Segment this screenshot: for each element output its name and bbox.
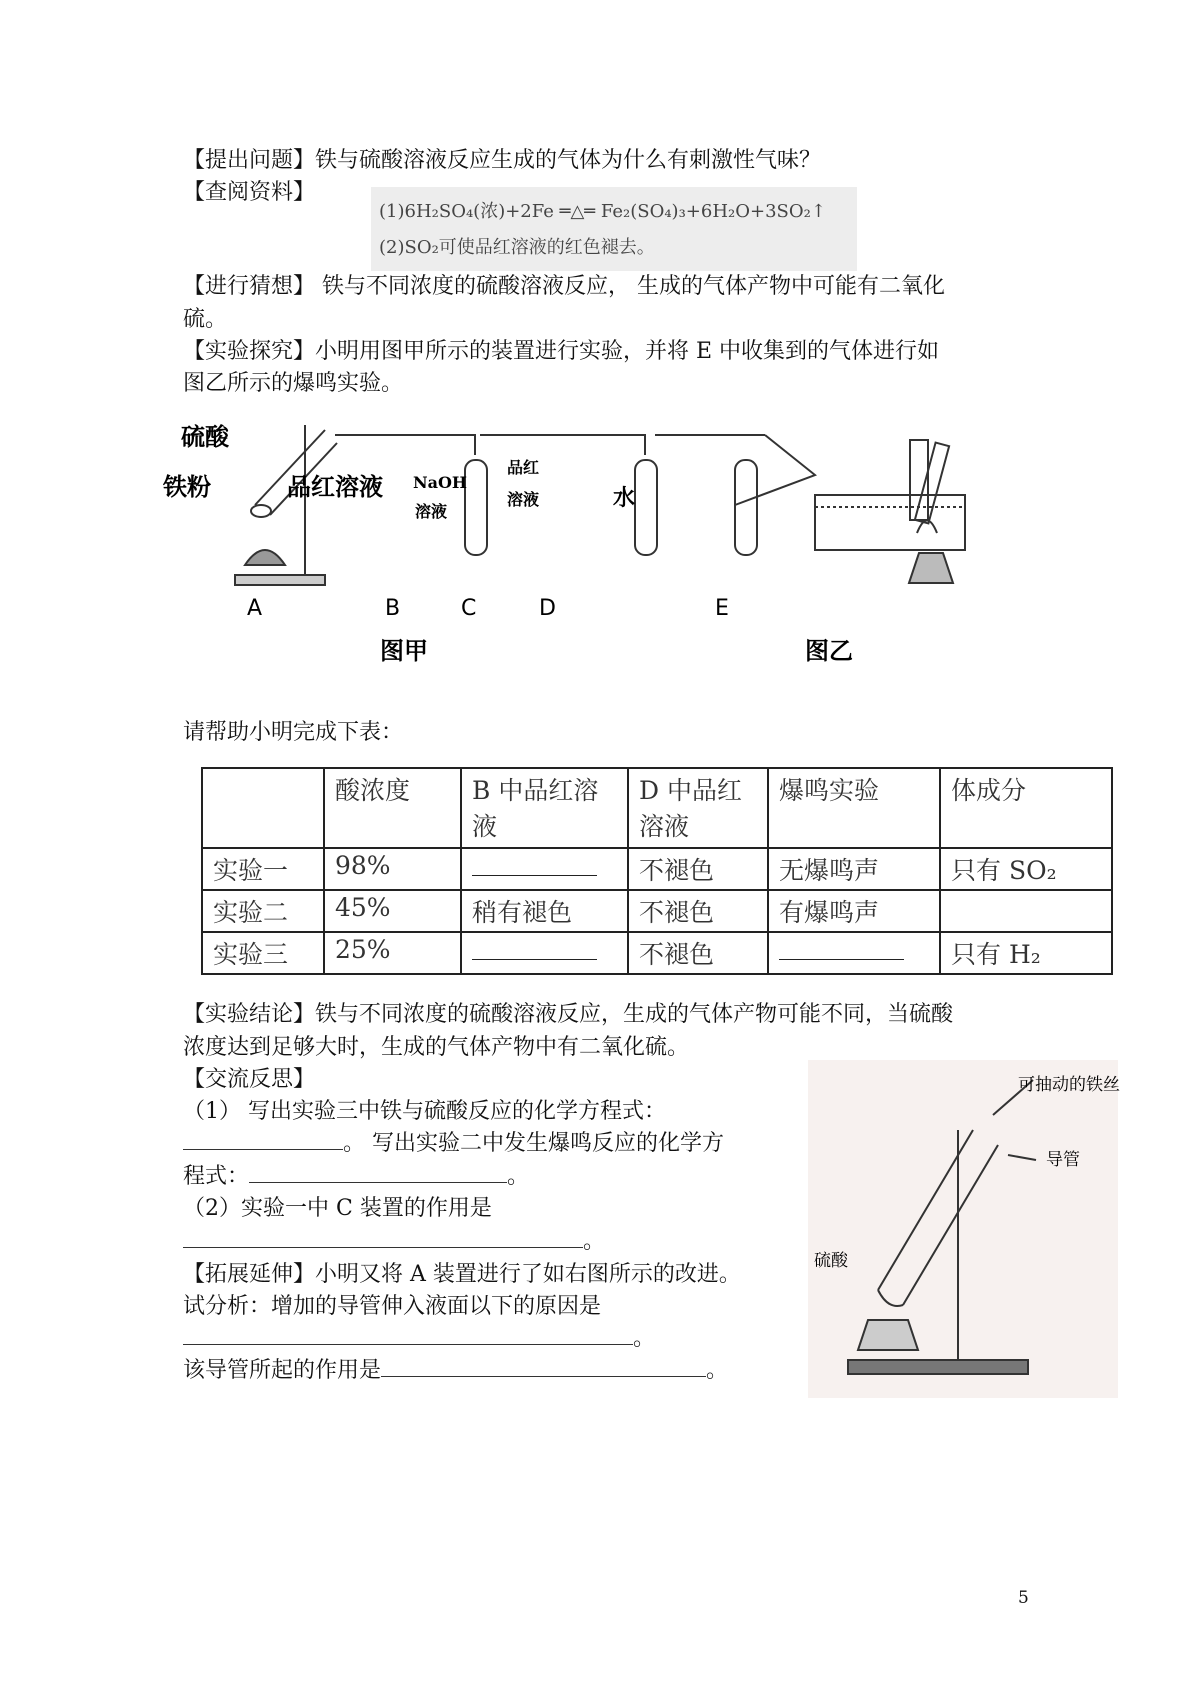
caption-jia: 图甲 [380, 637, 428, 665]
table-cell: 实验三 [202, 932, 324, 974]
table-header: 爆鸣实验 [768, 768, 940, 848]
reflect-q2-end: 。 [583, 1229, 606, 1254]
table-cell: 只有 H₂ [940, 932, 1112, 974]
reflect-q1-line-2 [183, 1129, 724, 1159]
table-cell: 不褪色 [628, 890, 768, 932]
reflect-q1c-end: 。 [507, 1164, 530, 1189]
answer-blank[interactable] [183, 1227, 583, 1248]
extend-line-4-end: 。 [706, 1358, 729, 1383]
question-line: 【提出问题】铁与硫酸溶液反应生成的气体为什么有刺激性气味？ [183, 148, 822, 173]
letter-e: E [715, 596, 729, 621]
guess-line-2: 硫。 [183, 307, 228, 332]
reference-heading: 【查阅资料】 [183, 180, 316, 205]
side-figure [808, 1060, 1118, 1398]
extend-line-1: 【拓展延伸】小明又将 A 装置进行了如右图所示的改进。 [183, 1262, 741, 1287]
table-cell: 25% [324, 932, 461, 974]
label-pinhong-d-solution: 溶液 [507, 490, 540, 509]
guess-line-1: 【进行猜想】 铁与不同浓度的硫酸溶液反应， 生成的气体产物中可能有二氧化 [183, 274, 945, 299]
answer-blank-cell[interactable] [461, 848, 628, 890]
reflect-q1-text: 。 写出实验二中发生爆鸣反应的化学方 [343, 1131, 724, 1156]
table-row [202, 890, 1112, 932]
reflect-q2-line: （2）实验一中 C 装置的作用是 [183, 1196, 492, 1221]
results-table [201, 767, 1113, 975]
reflect-q1-line-3 [183, 1162, 529, 1192]
reflect-heading: 【交流反思】 [183, 1067, 316, 1092]
reference-equation: (1)6H₂SO₄(浓)+2Fe ═△═ Fe₂(SO₄)₃+6H₂O+3SO₂↑ [379, 201, 826, 222]
answer-blank[interactable] [381, 1356, 706, 1377]
help-line: 请帮助小明完成下表： [183, 720, 404, 745]
table-cell: 45% [324, 890, 461, 932]
extend-line-3 [183, 1324, 655, 1354]
table-cell: 稍有褪色 [461, 890, 628, 932]
conclusion-line-1: 【实验结论】铁与不同浓度的硫酸溶液反应，生成的气体产物可能不同，当硫酸 [183, 1002, 954, 1027]
table-cell: 不褪色 [628, 932, 768, 974]
label-wire: 可抽动的铁丝 [1018, 1075, 1120, 1095]
label-tube: 导管 [1046, 1150, 1080, 1170]
conclusion-line-2: 浓度达到足够大时，生成的气体产物中有二氧化硫。 [183, 1035, 690, 1060]
reflect-q2-line-2 [183, 1227, 605, 1257]
table-header: 酸浓度 [324, 768, 461, 848]
table-cell: 不褪色 [628, 848, 768, 890]
label-water: 水 [613, 486, 636, 511]
label-pinhong-b: 品红溶液 [287, 473, 383, 501]
figure-yi-drawing [895, 433, 983, 613]
explore-line-2: 图乙所示的爆鸣实验。 [183, 371, 404, 396]
label-naoh-solution: 溶液 [415, 502, 448, 521]
extend-line-2: 试分析：增加的导管伸入液面以下的原因是 [183, 1294, 602, 1319]
reflect-q1-line: （1） 写出实验三中铁与硫酸反应的化学方程式： [183, 1099, 666, 1124]
apparatus-figure [163, 415, 975, 685]
table-cell: 无爆鸣声 [768, 848, 940, 890]
label-pinhong-d: 品红 [507, 458, 540, 477]
table-header: D 中品红溶液 [628, 768, 768, 848]
letter-b: B [385, 596, 401, 621]
answer-blank[interactable] [249, 1162, 507, 1183]
table-cell: 实验一 [202, 848, 324, 890]
label-acid: 硫酸 [181, 423, 229, 451]
label-side-acid: 硫酸 [814, 1251, 848, 1271]
page-number: 5 [1018, 1588, 1029, 1608]
reflect-q1c-label: 程式： [183, 1164, 250, 1189]
reference-image [371, 187, 857, 271]
extend-line-4-label: 该导管所起的作用是 [183, 1358, 382, 1383]
extend-line-4 [183, 1356, 728, 1386]
table-row [202, 848, 1112, 890]
answer-blank-cell[interactable] [768, 932, 940, 974]
caption-yi: 图乙 [805, 637, 853, 665]
answer-blank-cell[interactable] [940, 890, 1112, 932]
answer-blank[interactable] [183, 1324, 633, 1345]
table-cell: 实验二 [202, 890, 324, 932]
letter-d: D [539, 596, 556, 621]
answer-blank-cell[interactable] [461, 932, 628, 974]
table-cell: 有爆鸣声 [768, 890, 940, 932]
table-header: 体成分 [940, 768, 1112, 848]
side-figure-drawing [808, 1060, 1118, 1398]
answer-blank[interactable] [183, 1129, 343, 1150]
reference-note: (2)SO₂可使品红溶液的红色褪去。 [379, 237, 655, 258]
explore-line-1: 【实验探究】小明用图甲所示的装置进行实验，并将 E 中收集到的气体进行如 [183, 339, 940, 364]
extend-line-3-end: 。 [633, 1326, 656, 1351]
table-cell: 98% [324, 848, 461, 890]
label-iron: 铁粉 [163, 473, 211, 501]
table-row [202, 932, 1112, 974]
table-header: B 中品红溶液 [461, 768, 628, 848]
label-naoh: NaOH [413, 473, 468, 492]
table-header-row [202, 768, 1112, 848]
table-header [202, 768, 324, 848]
letter-c: C [461, 596, 477, 621]
table-cell: 只有 SO₂ [940, 848, 1112, 890]
letter-a: A [247, 596, 263, 621]
